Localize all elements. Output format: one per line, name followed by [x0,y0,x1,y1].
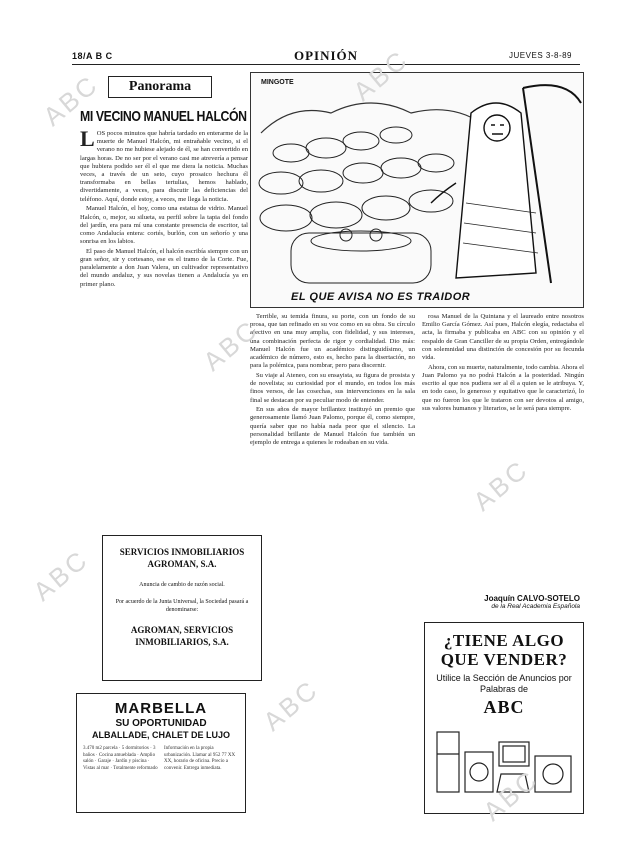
watermark: ABC [37,68,105,132]
paragraph: Manuel Halcón, el hoy, como una estatua de vidrio. Manuel Halcón, o, mejor, su silueta, su perfil sobre la tapia del fondo del jardín, era para mí una constante presencia de escritor, tal como Andalucía entera: cortés, burlón, con un señorío y una sonrisa en los labios. [80,205,248,246]
author-role: de la Real Academia Española [491,603,580,610]
ad-servicios-inmobiliarios [102,535,262,681]
editorial-cartoon [250,72,584,308]
watermark: ABC [347,43,415,107]
cartoon-caption: EL QUE AVISA NO ES TRAIDOR [291,291,471,303]
cartoonist-signature: MINGOTE [261,79,294,86]
section-title: OPINIÓN [294,48,359,63]
cartoon-drawing [251,73,584,308]
author-name: Joaquín CALVO-SOTELO [484,594,580,603]
ad-title: SERVICIOS INMOBILIARIOS AGROMAN, S.A. [119,547,245,569]
ad-subtitle: Utilice la Sección de Anuncios por Palabras de [436,673,572,694]
watermark: ABC [467,453,535,517]
ad-subtitle: ALBALLADE, CHALET DE LUJO [92,730,230,740]
watermark: ABC [477,763,545,827]
ad-subtitle: SU OPORTUNIDAD [115,718,207,729]
paragraph: Su viaje al Ateneo, con su ensayista, su figura de prosista y de novelista; su curiosidad por el mundo, en todos los más finos versos, de las cosechas, sus intervenciones en la sala final se destacan por su peculiar modo de entender. [250,371,415,404]
paragraph: Ahora, con su muerte, naturalmente, todo cambia. Ahora el Juan Palomo ya no podrá Halcón a la posteridad. Ningún escrito al que nos pudiera ser al él a quien se le atribuya. Y, en todo caso, lo generoso y equitativo que le caracterizó, lo que no fueron los que le trataron con ser devotos al amigo, sus valores humanos y literarios, se le será para siempre. [422,363,584,412]
paragraph: OS pocos minutos que habría tardado en enterarme de la muerte de Manuel Halcón, mi entrañable vecino, si el verano no me hubiese alejado de él, se han convertido en largas horas. De no ser por el verano casi me atrevería a pensar que hubiera podido ser él el que me diera la noticia. Muchas veces, a través de un seto, cuyo prosaico hechura él transformaba en bellas tertulias, hemos hablado, divertidamente, a veces, para discutir las deficiencias del teléfono. Aquí, donde estoy, a veces, me llega la noticia. [80,130,248,203]
ad-details-right: Información en la propia urbanización. Llamar al 952 77 XX XX, horario de oficina. Precio a convenir. Entrega inmediata. [164,746,236,771]
header-rule [72,64,580,65]
paragraph: En sus años de mayor brillantez instituyó un premio que generosamente llamó Juan Palomo, porque él, como siempre, quería saber que no había nada peor que el silencio. La personalidad brillante de Manuel Halcón fue también un ejemplo de entrega a quienes le rodeaban en su vida. [250,406,415,447]
watermark: ABC [257,673,325,737]
article-column-2 [250,313,415,813]
article-column-3 [422,313,584,593]
ad-line: Anuncia de cambio de razón social. [139,582,225,588]
ad-details-left: 3.470 m2 parcela · 5 dormitorios · 3 baños · Cocina amueblada · Amplio salón · Garaje · Jardín y piscina · Vistas al mar · Totalmente reformado [83,746,158,771]
watermark: ABC [27,543,95,607]
ad-marbella [76,693,246,813]
ad-line: Por acuerdo de la Junta Universal, la Sociedad pasará a denominarse: [115,599,249,613]
article-column-1 [80,130,248,520]
ad-title: ¿TIENE ALGO QUE VENDER? [440,631,568,669]
issue-date: JUEVES 3-8-89 [509,51,572,60]
ad-tiene-algo-que-vender [424,622,584,814]
paragraph: Terrible, su temida finura, su porte, con un fondo de su prosa, que tan refinado en su voz como en su obra. Su círculo afectivo en una muy amplia, con fidelidad, y sus intereses, una combinación perfecta de rigor y cordialidad. Dio más: Manuel Halcón fue un académico distinguidísimo, un académico de número, esto es, hecho para la disertación, no para la polémica, para nombrar, pero para discernir. [250,313,415,370]
panorama-label: Panorama [108,76,212,98]
article-title: MI VECINO MANUEL HALCÓN [80,108,247,125]
page-number: 18/A B C [72,51,113,61]
ad-details [83,746,239,772]
paragraph: rosa Manuel de la Quintana y el laureado entre nosotros Emilio García Gómez. Así pues, Halcón elegía, redactaba el acta, la firmaba y publicaba en ABC con su opinión y el respaldo de Gran Canciller de su propia Orden, entregándole con solemnidad una distinción de concesión por su fecunda vida. [422,313,584,362]
abc-logo: ABC [483,697,525,717]
drop-cap: L [80,130,95,151]
appliances-illustration-icon [431,722,579,802]
ad-new-name: AGROMAN, SERVICIOS INMOBILIARIOS, S.A. [130,625,234,647]
paragraph: El paso de Manuel Halcón, el halcón escribía siempre con un gran señor, sir y cortesano, ese es el tramo de la Corte. Fue, paralelamente a don Juan Valera, un cultivador representativo del mundo andaluz, y sus novelas tienen a Andalucía ya en primer plano. [80,247,248,288]
watermark: ABC [197,313,265,377]
ad-title: MARBELLA [114,700,208,717]
author-signature [430,594,580,610]
